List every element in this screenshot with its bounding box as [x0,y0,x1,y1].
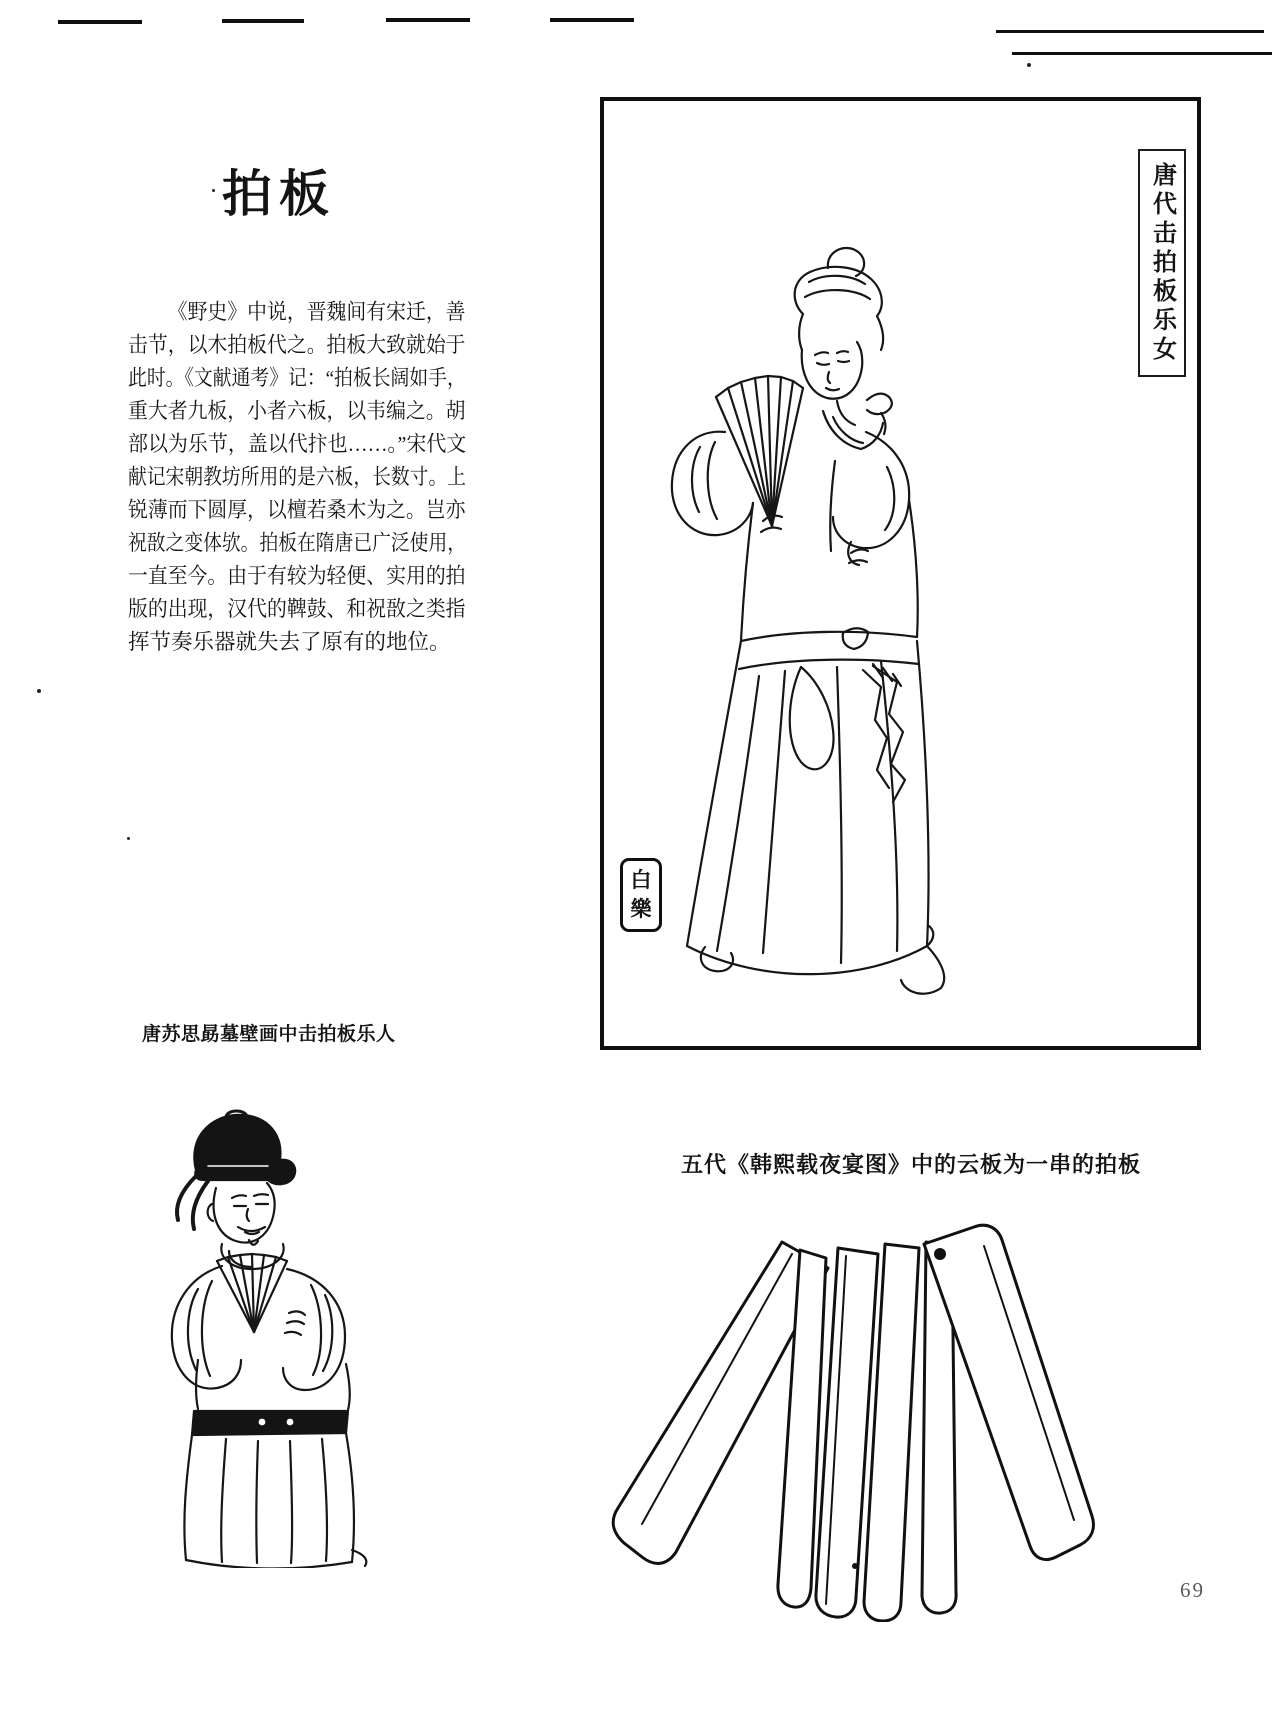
scan-dash-artifact [222,19,304,23]
scan-dash-artifact [550,18,634,22]
paragraph-line: 重大者九板，小者六板，以韦编之。胡 [128,399,466,423]
paragraph-line: 一直至今。由于有较为轻便、实用的拍 [128,564,466,588]
seal-char-top: 白 [630,868,652,892]
scan-dash-artifact [58,20,142,24]
paragraph-line: 锐薄而下圆厚，以檀若桑木为之。岂亦 [128,498,466,522]
scan-dot-artifact [127,837,130,840]
man-illustration [138,1108,428,1568]
paragraph-line: 部以为乐节，盖以代抃也……。”宋代文 [128,432,467,456]
woman-figure-frame [600,97,1201,1050]
paragraph-line: 此时。《文献通考》记：“拍板长阔如手， [128,366,466,390]
paragraph-line: 挥节奏乐器就失去了原有的地位。 [128,630,451,654]
clappers-caption: 五代《韩熙载夜宴图》中的云板为一串的拍板 [681,1152,1142,1177]
scan-line-artifact [996,30,1264,33]
artist-seal-stamp [620,858,662,932]
seal-char-bottom: 樂 [630,897,652,921]
paragraph-line: 《野史》中说，晋魏间有宋迁，善 [167,300,466,324]
page-title: 拍板 [222,166,336,222]
paragraph-line: 献记宋朝教坊所用的是六板，长数寸。上 [128,465,467,489]
scan-line-artifact [1012,52,1272,55]
scan-dot-artifact [1027,63,1031,67]
article-paragraph [128,296,466,659]
scan-dot-artifact [37,689,41,693]
frame-vertical-caption: 唐代击拍板乐女 [1138,149,1186,377]
scan-dot-artifact [212,189,215,192]
paragraph-line: 击节，以木拍板代之。拍板大致就始于 [128,333,466,357]
paiban-clappers-illustration [588,1212,1108,1622]
paragraph-line: 版的出现，汉代的鞞鼓、和祝敔之类指 [128,597,466,621]
paragraph-line: 祝敔之变体欤。拍板在隋唐已广泛使用， [128,531,467,555]
scan-dash-artifact [386,18,470,22]
tomb-musician-caption: 唐苏思勗墓壁画中击拍板乐人 [142,1024,396,1045]
page-number: 69 [1180,1578,1205,1602]
woman-illustration [604,101,1205,1046]
